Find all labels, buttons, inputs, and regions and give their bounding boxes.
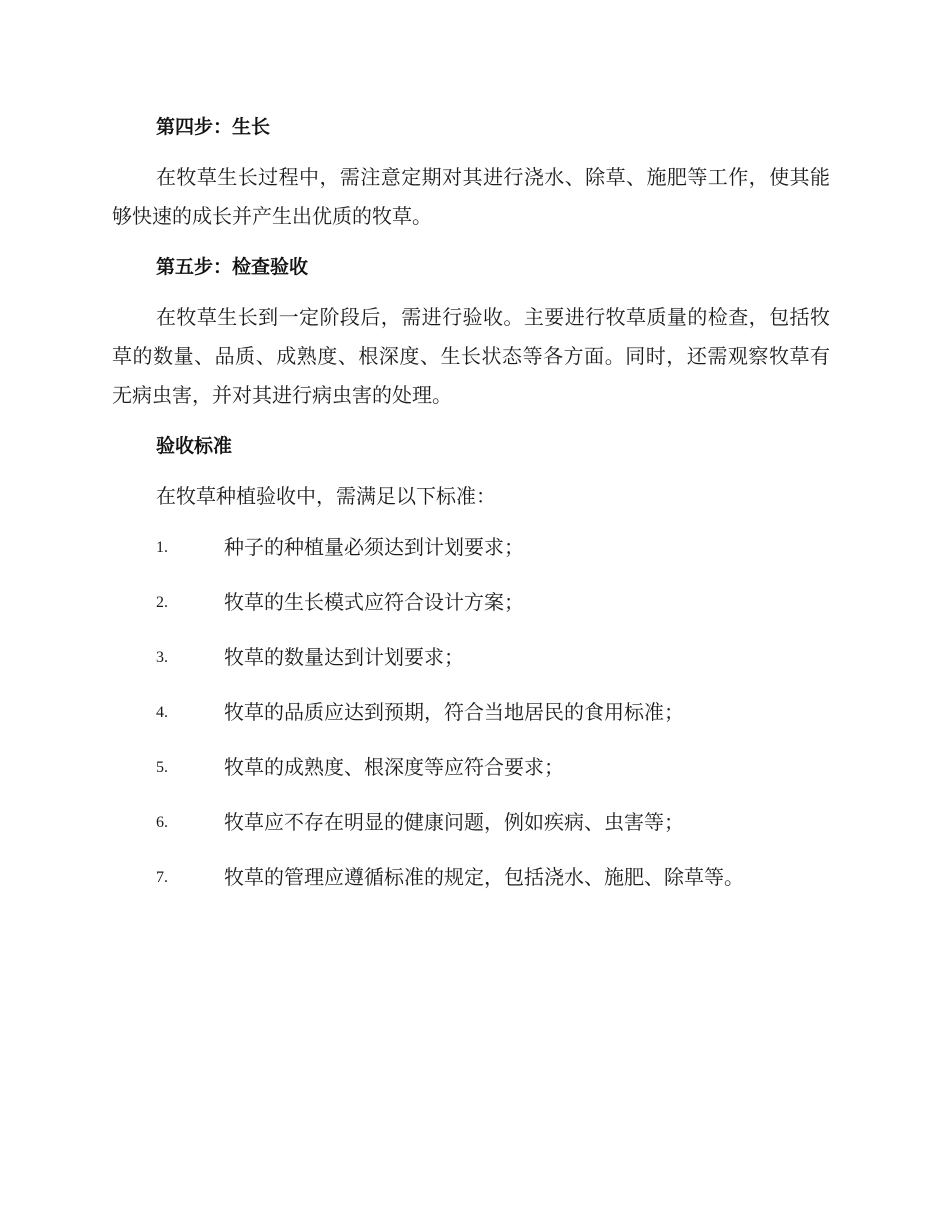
list-item	[112, 638, 830, 677]
section-heading-step5: 第五步：检查验收	[156, 256, 309, 278]
standards-list	[112, 528, 830, 897]
list-item-number: 3.	[156, 649, 168, 666]
section-paragraph-step4: 在牧草生长过程中，需注意定期对其进行浇水、除草、施肥等工作，使其能够快速的成长并产生出优质的牧草。	[112, 165, 830, 228]
list-item-number: 5.	[156, 759, 168, 776]
list-item	[112, 858, 830, 897]
list-item	[112, 748, 830, 787]
list-item-text: 牧草的品质应达到预期，符合当地居民的食用标准；	[224, 700, 684, 724]
list-item-text: 牧草的成熟度、根深度等应符合要求；	[224, 755, 564, 779]
list-item-number: 4.	[156, 704, 168, 721]
list-item-text: 牧草应不存在明显的健康问题，例如疾病、虫害等；	[224, 810, 684, 834]
list-item	[112, 803, 830, 842]
section-paragraph-step5: 在牧草生长到一定阶段后，需进行验收。主要进行牧草质量的检查，包括牧草的数量、品质、成熟度、根深度、生长状态等各方面。同时，还需观察牧草有无病虫害，并对其进行病虫害的处理。	[112, 305, 830, 407]
section-heading-step4: 第四步：生长	[156, 116, 271, 138]
section-paragraph-standards: 在牧草种植验收中，需满足以下标准：	[156, 484, 496, 508]
list-item-number: 1.	[156, 539, 168, 556]
document-content	[112, 108, 830, 913]
list-item-number: 2.	[156, 594, 168, 611]
list-item	[112, 583, 830, 622]
list-item-number: 6.	[156, 814, 168, 831]
list-item-number: 7.	[156, 869, 168, 886]
section-heading-standards: 验收标准	[156, 435, 233, 457]
list-item-text: 牧草的数量达到计划要求；	[224, 645, 464, 669]
list-item	[112, 693, 830, 732]
list-item-text: 牧草的生长模式应符合设计方案；	[224, 590, 524, 614]
list-item	[112, 528, 830, 567]
list-item-text: 牧草的管理应遵循标准的规定，包括浇水、施肥、除草等。	[224, 865, 744, 889]
list-item-text: 种子的种植量必须达到计划要求；	[224, 535, 524, 559]
